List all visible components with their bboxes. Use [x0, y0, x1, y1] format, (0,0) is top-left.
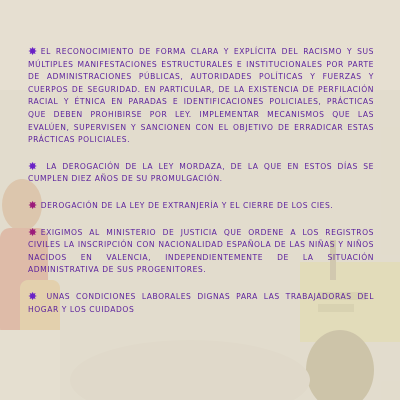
demand-text: EXIGIMOS AL MINISTERIO DE JUSTICIA QUE ORDENE A LOS REGISTROS CIVILES LA INSCRIPCIÓN CON NACIONALIDAD ESPAÑOLA DE LAS NIÑAS Y NIÑOS NACIDOS EN VALENCIA, INDEPENDIENTEMENTE DE LA SITUACIÓN ADMINISTRATIVA DE SUS PROGENITORES. — [28, 227, 374, 275]
demand-text: UNAS CONDICIONES LABORALES DIGNAS PARA LAS TRABAJADORAS DEL HOGAR Y LOS CUIDADOS — [28, 291, 374, 314]
asterisk-star-icon: ✸ — [28, 159, 38, 173]
demand-text: EL RECONOCIMIENTO DE FORMA CLARA Y EXPLÍCITA DEL RACISMO Y SUS MÚLTIPLES MANIFESTACIONES ESTRUCTURALES E INSTITUCIONALES POR PARTE DE ADMINISTRACIONES PÚBLICAS, AUTORIDADES POLÍTICAS Y FUERZAS Y CUERPOS DE SEGURIDAD. EN PARTICULAR, DE LA EXISTENCIA DE PERFILACIÓN RACIAL Y ÉTNICA EN PARADAS E IDENTIFICACIONES POLICIALES, PRÁCTICAS QUE DEBEN PROHIBIRSE POR LEY. IMPLEMENTAR MECANISMOS QUE LAS EVALÚEN, SUPERVISEN Y SANCIONEN CON EL OBJETIVO DE ERRADICAR ESTAS PRÁCTICAS POLICIALES. — [28, 47, 374, 145]
demand-item — [28, 46, 374, 147]
demands-list — [28, 46, 374, 330]
asterisk-star-icon: ✸ — [28, 198, 38, 212]
demand-item — [28, 161, 374, 186]
demand-item — [28, 200, 374, 213]
asterisk-star-icon: ✸ — [28, 45, 38, 58]
asterisk-star-icon: ✸ — [28, 289, 38, 303]
demand-item — [28, 227, 374, 277]
demand-item — [28, 291, 374, 316]
demand-text: DEROGACIÓN DE LA LEY DE EXTRANJERÍA Y EL CIERRE DE LOS CIES. — [40, 200, 334, 210]
asterisk-star-icon: ✸ — [28, 225, 38, 239]
demand-text: LA DEROGACIÓN DE LA LEY MORDAZA, DE LA QUE EN ESTOS DÍAS SE CUMPLEN DIEZ AÑOS DE SU PROMULGACIÓN. — [28, 161, 374, 184]
